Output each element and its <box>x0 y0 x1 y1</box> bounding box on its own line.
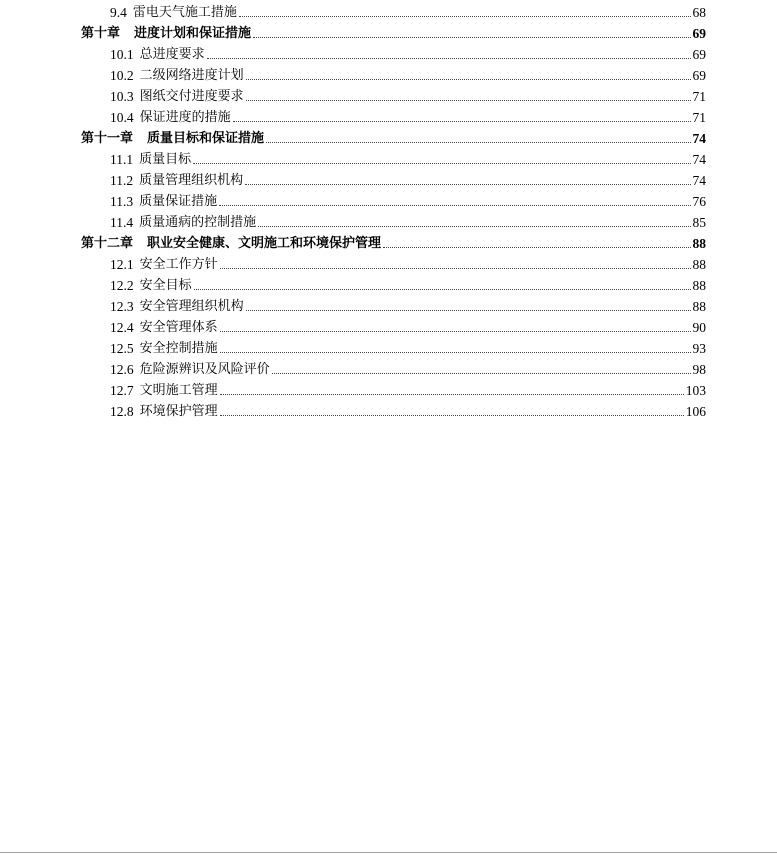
toc-page-number: 74 <box>692 173 706 188</box>
toc-row[interactable] <box>0 273 777 294</box>
toc-page-number: 88 <box>692 236 706 251</box>
page-bottom-rule <box>0 852 777 853</box>
toc-number: 12.1 <box>110 257 134 272</box>
toc-title: 质量目标和保证措施 <box>147 131 265 146</box>
toc-number: 10.2 <box>110 68 134 83</box>
toc-row[interactable] <box>0 357 777 378</box>
toc-page-number: 69 <box>692 26 706 41</box>
toc-number: 12.2 <box>110 278 134 293</box>
toc-page-number: 106 <box>685 404 706 419</box>
toc-leader-dots <box>220 267 691 269</box>
toc-leader-dots <box>239 15 691 17</box>
toc-number: 11.4 <box>110 215 134 230</box>
toc-page-number: 74 <box>692 152 706 167</box>
toc-page-number: 68 <box>692 5 706 20</box>
toc-title: 安全管理组织机构 <box>139 299 244 314</box>
toc-page-number: 103 <box>685 383 706 398</box>
toc-leader-dots <box>233 120 691 122</box>
toc-leader-dots <box>194 288 691 290</box>
toc-row[interactable] <box>0 105 777 126</box>
toc-title: 安全管理体系 <box>139 320 218 335</box>
toc-number: 11.2 <box>110 173 134 188</box>
toc-page-number: 69 <box>692 68 706 83</box>
toc-row[interactable] <box>0 0 777 21</box>
toc-row[interactable] <box>0 63 777 84</box>
toc-leader-dots <box>193 162 690 164</box>
toc-leader-dots <box>220 414 684 416</box>
toc-title: 二级网络进度计划 <box>139 68 244 83</box>
toc-row[interactable] <box>0 21 777 42</box>
toc-title: 保证进度的措施 <box>139 110 231 125</box>
toc-leader-dots <box>220 330 691 332</box>
toc-number: 第十一章 <box>81 131 134 146</box>
toc-page-number: 85 <box>692 215 706 230</box>
toc-row[interactable] <box>0 378 777 399</box>
toc-row[interactable] <box>0 252 777 273</box>
toc-page-number: 71 <box>692 110 706 125</box>
toc-number: 11.3 <box>110 194 134 209</box>
toc-title: 安全工作方针 <box>139 257 218 272</box>
toc-title: 安全控制措施 <box>139 341 218 356</box>
toc-title: 安全目标 <box>139 278 192 293</box>
toc-number: 10.1 <box>110 47 134 62</box>
toc-leader-dots <box>383 246 690 248</box>
toc-page-number: 88 <box>692 299 706 314</box>
toc-row[interactable] <box>0 147 777 168</box>
toc-page-number: 76 <box>692 194 706 209</box>
toc-row[interactable] <box>0 84 777 105</box>
toc-number: 12.5 <box>110 341 134 356</box>
toc-row[interactable] <box>0 315 777 336</box>
toc-number: 10.4 <box>110 110 134 125</box>
toc-title: 进度计划和保证措施 <box>134 26 252 41</box>
toc-page-number: 69 <box>692 47 706 62</box>
toc-number: 10.3 <box>110 89 134 104</box>
toc-number: 11.1 <box>110 152 134 167</box>
toc-row[interactable] <box>0 231 777 252</box>
toc-number: 12.8 <box>110 404 134 419</box>
toc-leader-dots <box>219 204 690 206</box>
toc-leader-dots <box>246 99 691 101</box>
toc-page-number: 74 <box>692 131 706 146</box>
toc-number: 12.7 <box>110 383 134 398</box>
toc-leader-dots <box>272 372 691 374</box>
toc-number: 12.6 <box>110 362 134 377</box>
toc-row[interactable] <box>0 168 777 189</box>
toc-page-number: 88 <box>692 278 706 293</box>
toc-leader-dots <box>253 36 690 38</box>
toc-number: 第十二章 <box>81 236 134 251</box>
toc-number: 12.4 <box>110 320 134 335</box>
toc-leader-dots <box>246 309 691 311</box>
toc-leader-dots <box>207 57 691 59</box>
toc-title: 环境保护管理 <box>139 404 218 419</box>
toc-page-number: 71 <box>692 89 706 104</box>
toc-row[interactable] <box>0 210 777 231</box>
toc-leader-dots <box>220 393 684 395</box>
toc-number: 9.4 <box>110 5 127 20</box>
toc-leader-dots <box>266 141 690 143</box>
toc-title: 质量保证措施 <box>139 194 218 209</box>
toc-row[interactable] <box>0 189 777 210</box>
toc-page-number: 98 <box>692 362 706 377</box>
toc-title: 危险源辨识及风险评价 <box>139 362 270 377</box>
toc-row[interactable] <box>0 399 777 420</box>
toc-row[interactable] <box>0 336 777 357</box>
toc-row[interactable] <box>0 294 777 315</box>
toc-title: 文明施工管理 <box>139 383 218 398</box>
toc-row[interactable] <box>0 42 777 63</box>
toc-leader-dots <box>246 78 691 80</box>
toc-title: 质量管理组织机构 <box>139 173 244 188</box>
toc-page-number: 93 <box>692 341 706 356</box>
toc-title: 质量目标 <box>139 152 192 167</box>
toc-row[interactable] <box>0 126 777 147</box>
toc-number: 第十章 <box>81 26 121 41</box>
toc-title: 职业安全健康、文明施工和环境保护管理 <box>147 236 382 251</box>
toc-title: 雷电天气施工措施 <box>132 5 237 20</box>
toc-leader-dots <box>258 225 690 227</box>
toc-page-number: 90 <box>692 320 706 335</box>
toc-title: 总进度要求 <box>139 47 205 62</box>
toc-number: 12.3 <box>110 299 134 314</box>
toc-title: 质量通病的控制措施 <box>139 215 257 230</box>
toc-leader-dots <box>220 351 691 353</box>
toc-title: 图纸交付进度要求 <box>139 89 244 104</box>
toc-leader-dots <box>245 183 690 185</box>
toc-page-number: 88 <box>692 257 706 272</box>
